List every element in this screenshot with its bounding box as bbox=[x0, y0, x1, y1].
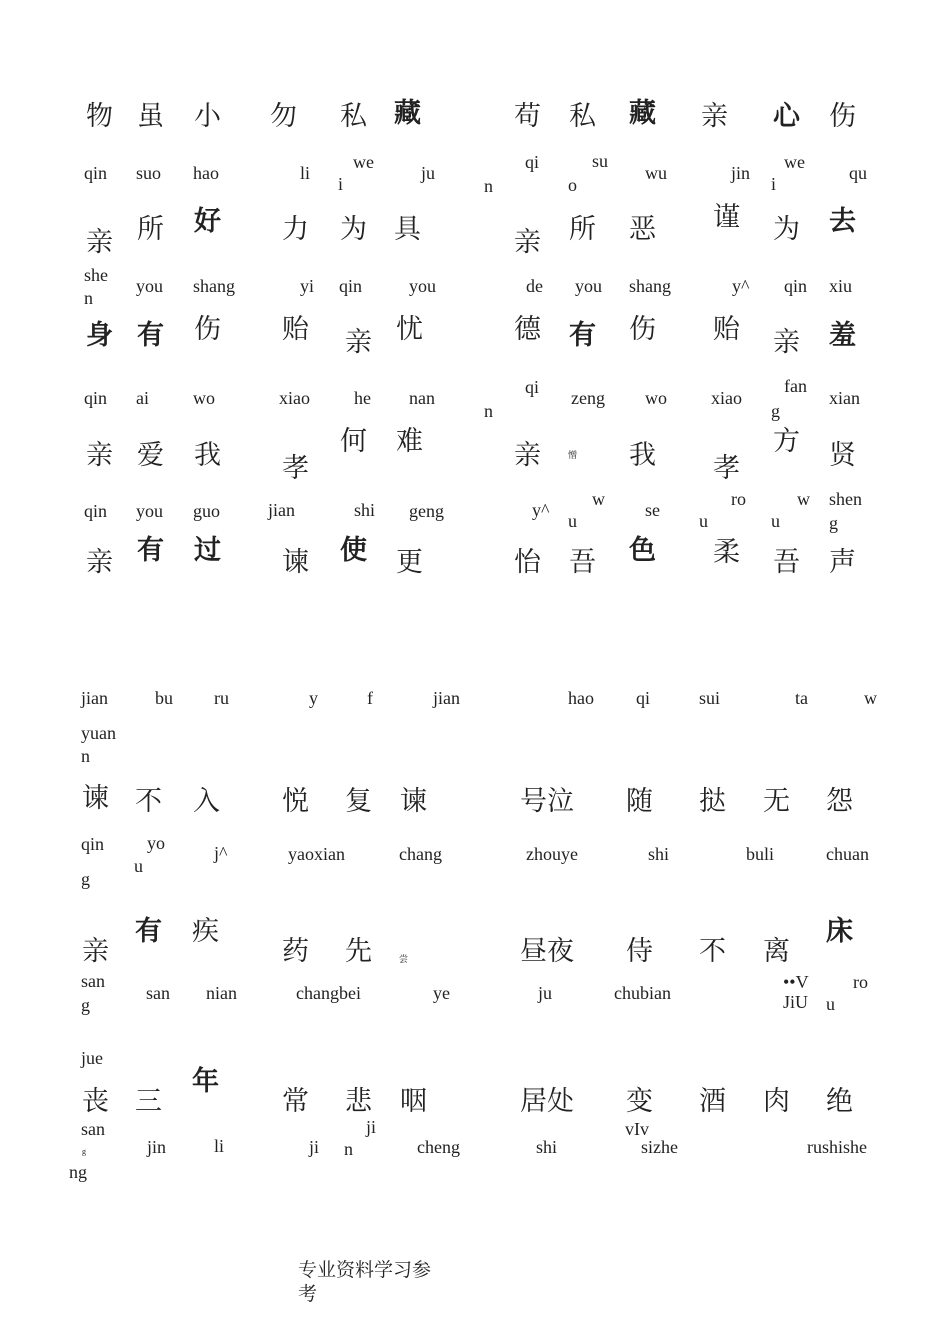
pinyin: shen bbox=[829, 489, 862, 509]
hanzi: 小 bbox=[194, 101, 221, 132]
hanzi: 年 bbox=[192, 1066, 219, 1097]
pinyin: w bbox=[864, 688, 877, 708]
hanzi: 为 bbox=[773, 214, 800, 245]
pinyin: JiU bbox=[783, 992, 809, 1012]
pinyin: i bbox=[338, 174, 344, 194]
hanzi: 忧 bbox=[396, 314, 423, 345]
hanzi: 怨 bbox=[826, 786, 853, 817]
hanzi: 好 bbox=[194, 206, 221, 237]
pinyin: ru bbox=[214, 688, 229, 708]
pinyin: you bbox=[136, 501, 163, 521]
pinyin: chubian bbox=[614, 983, 671, 1003]
pinyin: san bbox=[81, 971, 105, 991]
pinyin: jian bbox=[433, 688, 460, 708]
pinyin: ji bbox=[309, 1137, 320, 1157]
pinyin: wu bbox=[645, 163, 667, 183]
pinyin: he bbox=[354, 388, 371, 408]
pinyin: ••V bbox=[783, 972, 809, 992]
hanzi: 憎 bbox=[568, 451, 578, 461]
hanzi: 挞 bbox=[699, 786, 726, 817]
pinyin: nian bbox=[206, 983, 237, 1003]
pinyin: qin bbox=[339, 276, 363, 296]
pinyin: ye bbox=[433, 983, 450, 1003]
hanzi: 为 bbox=[340, 214, 367, 245]
pinyin: qi bbox=[525, 152, 540, 172]
pinyin: she bbox=[84, 265, 108, 285]
pinyin: u bbox=[699, 511, 708, 531]
hanzi: 谏 bbox=[82, 783, 109, 814]
hanzi: 吾 bbox=[569, 547, 596, 578]
pinyin: yi bbox=[300, 276, 315, 296]
hanzi: 亲 bbox=[86, 440, 113, 471]
hanzi: 伤 bbox=[194, 314, 221, 345]
pinyin: xiao bbox=[279, 388, 310, 408]
pinyin: you bbox=[575, 276, 602, 296]
hanzi: 所 bbox=[137, 214, 164, 245]
hanzi: 尝 bbox=[399, 955, 409, 965]
pinyin: yuan bbox=[81, 723, 116, 743]
hanzi: 使 bbox=[340, 535, 367, 566]
hanzi: 贻 bbox=[713, 314, 740, 345]
pinyin: qu bbox=[849, 163, 867, 183]
pinyin: xiu bbox=[829, 276, 853, 296]
pinyin: bu bbox=[155, 688, 173, 708]
pinyin: g bbox=[81, 995, 90, 1015]
hanzi: 号泣 bbox=[520, 786, 574, 817]
hanzi: 孝 bbox=[282, 453, 309, 484]
hanzi: 亲 bbox=[773, 327, 800, 358]
pinyin: qin bbox=[84, 163, 108, 183]
hanzi: 更 bbox=[396, 547, 423, 578]
pinyin: w bbox=[592, 489, 605, 509]
pinyin: shang bbox=[629, 276, 671, 296]
hanzi: 悲 bbox=[345, 1086, 372, 1117]
pinyin: shi bbox=[648, 844, 670, 864]
hanzi: 疾 bbox=[192, 916, 219, 947]
pinyin: zhouye bbox=[526, 844, 578, 864]
hanzi: 贻 bbox=[282, 314, 309, 345]
hanzi: 亲 bbox=[86, 227, 113, 258]
pinyin: nan bbox=[409, 388, 435, 408]
pinyin: san bbox=[146, 983, 170, 1003]
pinyin: hao bbox=[193, 163, 219, 183]
hanzi: 居处 bbox=[520, 1086, 574, 1117]
hanzi: 怡 bbox=[514, 547, 541, 578]
pinyin: yo bbox=[147, 833, 165, 853]
pinyin: g bbox=[829, 513, 838, 533]
pinyin: y bbox=[309, 688, 318, 708]
hanzi: 吾 bbox=[773, 547, 800, 578]
pinyin: ju bbox=[538, 983, 553, 1003]
pinyin: i bbox=[771, 174, 777, 194]
hanzi: 勿 bbox=[270, 101, 297, 132]
pinyin: sui bbox=[699, 688, 721, 708]
pinyin: rushishe bbox=[807, 1137, 867, 1157]
hanzi: 有 bbox=[135, 916, 162, 947]
pinyin: ro bbox=[853, 972, 868, 992]
pinyin: f bbox=[367, 688, 373, 708]
hanzi: 不 bbox=[699, 936, 726, 967]
pinyin: qin bbox=[784, 276, 808, 296]
hanzi: 无 bbox=[763, 786, 790, 817]
pinyin: g bbox=[81, 869, 90, 889]
hanzi: 变 bbox=[626, 1086, 653, 1117]
hanzi: 亲 bbox=[701, 101, 728, 132]
pinyin: ji bbox=[366, 1117, 377, 1137]
hanzi: 藏 bbox=[629, 98, 656, 129]
pinyin: u bbox=[771, 511, 780, 531]
pinyin: ng bbox=[69, 1162, 87, 1182]
pinyin: shang bbox=[193, 276, 235, 296]
hanzi: 德 bbox=[514, 314, 541, 345]
hanzi: 床 bbox=[826, 916, 853, 947]
hanzi: 酒 bbox=[699, 1086, 726, 1117]
hanzi: 所 bbox=[569, 214, 596, 245]
pinyin: chuan bbox=[826, 844, 869, 864]
pinyin: j^ bbox=[214, 843, 228, 863]
hanzi: 私 bbox=[569, 101, 596, 132]
pinyin: cheng bbox=[417, 1137, 460, 1157]
pinyin: n bbox=[484, 401, 493, 421]
hanzi: 爱 bbox=[137, 440, 164, 471]
pinyin: fan bbox=[784, 376, 807, 396]
hanzi: 肉 bbox=[763, 1086, 790, 1117]
pinyin: ju bbox=[421, 163, 436, 183]
pinyin: yaoxian bbox=[288, 844, 345, 864]
hanzi: 药 bbox=[282, 936, 309, 967]
hanzi: 力 bbox=[282, 214, 309, 245]
pinyin: jin bbox=[147, 1137, 167, 1157]
pinyin: u bbox=[568, 511, 577, 531]
hanzi: 谏 bbox=[282, 547, 309, 578]
hanzi: 亲 bbox=[82, 936, 109, 967]
pinyin: de bbox=[526, 276, 543, 296]
pinyin: w bbox=[797, 489, 810, 509]
hanzi: 有 bbox=[137, 320, 164, 351]
pinyin: g bbox=[771, 401, 780, 421]
hanzi: 难 bbox=[396, 426, 423, 457]
pinyin: jue bbox=[81, 1048, 103, 1068]
hanzi: 孝 bbox=[713, 453, 740, 484]
hanzi: 谨 bbox=[713, 202, 740, 233]
pinyin: y^ bbox=[732, 276, 750, 296]
pinyin: u bbox=[134, 856, 143, 876]
hanzi: 苟 bbox=[514, 101, 541, 132]
pinyin: chang bbox=[399, 844, 442, 864]
hanzi: 心 bbox=[773, 101, 800, 132]
pinyin: li bbox=[214, 1136, 225, 1156]
pinyin: qin bbox=[84, 388, 108, 408]
hanzi: 有 bbox=[137, 535, 164, 566]
pinyin: qi bbox=[525, 377, 540, 397]
hanzi: 谏 bbox=[400, 786, 427, 817]
hanzi: 先 bbox=[345, 936, 372, 967]
pinyin: o bbox=[568, 175, 577, 195]
hanzi: 丧 bbox=[82, 1086, 109, 1117]
pinyin: hao bbox=[568, 688, 594, 708]
pinyin: we bbox=[784, 152, 805, 172]
hanzi: 羞 bbox=[829, 320, 856, 351]
pinyin: guo bbox=[193, 501, 220, 521]
pinyin: qin bbox=[81, 834, 105, 854]
pinyin: qin bbox=[84, 501, 108, 521]
pinyin: xian bbox=[829, 388, 860, 408]
hanzi: 贤 bbox=[829, 440, 856, 471]
hanzi: 三 bbox=[135, 1086, 162, 1117]
hanzi: 亲 bbox=[345, 327, 372, 358]
hanzi: 柔 bbox=[713, 537, 740, 568]
pinyin: jin bbox=[731, 163, 751, 183]
pinyin: n bbox=[484, 176, 493, 196]
hanzi: 私 bbox=[340, 101, 367, 132]
hanzi: 咽 bbox=[400, 1086, 427, 1117]
hanzi: 物 bbox=[86, 101, 113, 132]
hanzi: 复 bbox=[345, 786, 372, 817]
hanzi: 伤 bbox=[629, 314, 656, 345]
hanzi: 离 bbox=[763, 936, 790, 967]
pinyin: sizhe bbox=[641, 1137, 678, 1157]
hanzi: 亲 bbox=[514, 227, 541, 258]
pinyin: jian bbox=[81, 688, 108, 708]
hanzi: 我 bbox=[629, 440, 656, 471]
hanzi: 不 bbox=[135, 786, 162, 817]
hanzi: 亲 bbox=[514, 440, 541, 471]
pinyin: qi bbox=[636, 688, 651, 708]
pinyin: buli bbox=[746, 844, 775, 864]
pinyin: se bbox=[645, 500, 660, 520]
hanzi: 绝 bbox=[826, 1086, 853, 1117]
pinyin: we bbox=[353, 152, 374, 172]
hanzi: 身 bbox=[86, 320, 113, 351]
pinyin: suo bbox=[136, 163, 162, 183]
pinyin: su bbox=[592, 151, 609, 171]
hanzi: 有 bbox=[569, 320, 596, 351]
hanzi: 伤 bbox=[829, 101, 856, 132]
hanzi: 具 bbox=[394, 214, 421, 245]
pinyin: n bbox=[81, 746, 90, 766]
pinyin: wo bbox=[645, 388, 667, 408]
hanzi: 虽 bbox=[137, 101, 164, 132]
pinyin: vIv bbox=[625, 1119, 649, 1139]
pinyin: n bbox=[344, 1139, 353, 1159]
hanzi: 何 bbox=[340, 426, 367, 457]
hanzi: 藏 bbox=[394, 98, 421, 129]
pinyin: changbei bbox=[296, 983, 361, 1003]
hanzi: 常 bbox=[282, 1086, 309, 1117]
pinyin: shi bbox=[354, 500, 376, 520]
hanzi: 亲 bbox=[86, 547, 113, 578]
pinyin: li bbox=[300, 163, 311, 183]
hanzi: 色 bbox=[629, 535, 656, 566]
pinyin: shi bbox=[536, 1137, 558, 1157]
pinyin: you bbox=[409, 276, 436, 296]
pinyin: ro bbox=[731, 489, 746, 509]
hanzi: 方 bbox=[773, 426, 800, 457]
pinyin: wo bbox=[193, 388, 215, 408]
pinyin: u bbox=[826, 994, 835, 1014]
pinyin: g bbox=[82, 1147, 86, 1156]
footer-text: 专业资料学习参考 bbox=[298, 1259, 432, 1305]
hanzi: 侍 bbox=[626, 936, 653, 967]
hanzi: 声 bbox=[829, 547, 856, 578]
hanzi: 悦 bbox=[282, 786, 309, 817]
hanzi: 昼夜 bbox=[520, 936, 574, 967]
pinyin: ai bbox=[136, 388, 149, 408]
hanzi: 去 bbox=[829, 206, 856, 237]
pinyin: you bbox=[136, 276, 163, 296]
hanzi: 过 bbox=[194, 535, 221, 566]
pinyin: xiao bbox=[711, 388, 742, 408]
pinyin: y^ bbox=[532, 500, 550, 520]
pinyin: n bbox=[84, 288, 93, 308]
pinyin: zeng bbox=[571, 388, 605, 408]
hanzi: 入 bbox=[193, 786, 220, 817]
hanzi: 我 bbox=[194, 440, 221, 471]
pinyin: jian bbox=[268, 500, 295, 520]
pinyin: san bbox=[81, 1119, 105, 1139]
pinyin: ta bbox=[795, 688, 808, 708]
pinyin: geng bbox=[409, 501, 444, 521]
hanzi: 随 bbox=[626, 786, 653, 817]
hanzi: 恶 bbox=[629, 214, 656, 245]
